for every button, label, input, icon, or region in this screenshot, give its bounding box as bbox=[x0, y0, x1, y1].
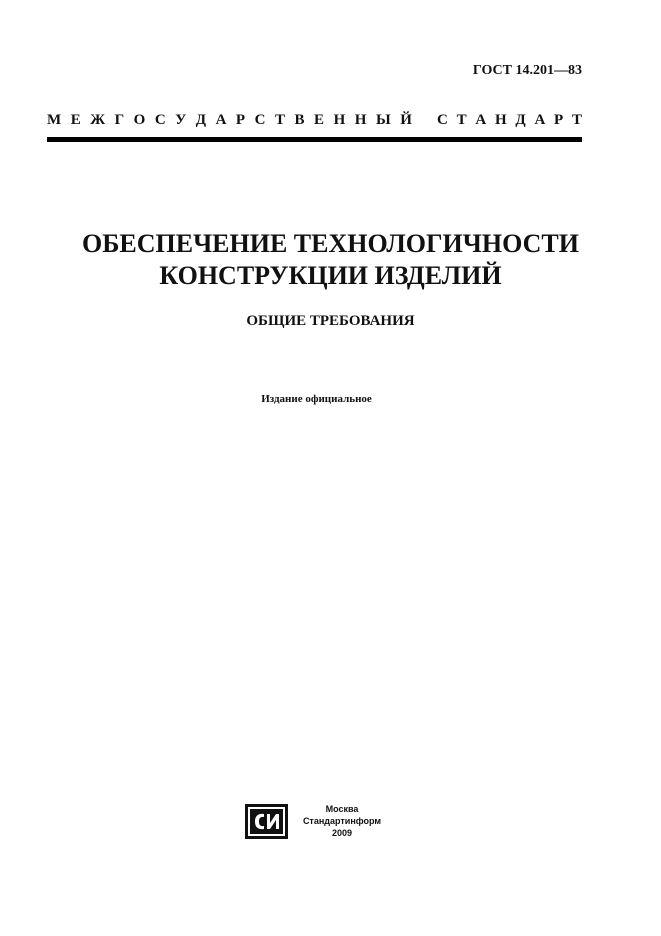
title-line-2: КОНСТРУКЦИИ ИЗДЕЛИЙ bbox=[159, 261, 502, 290]
header-letter: О bbox=[133, 112, 146, 128]
header-letter: Н bbox=[354, 112, 367, 128]
standartinform-logo-icon bbox=[245, 804, 288, 839]
header-letter: Е bbox=[70, 112, 81, 128]
header-letter: Н bbox=[333, 112, 346, 128]
document-subtitle: ОБЩИЕ ТРЕБОВАНИЯ bbox=[246, 313, 415, 329]
publisher-city: Москва bbox=[325, 804, 359, 814]
publisher-name: Стандартинформ bbox=[302, 816, 382, 826]
header-letter: С bbox=[154, 112, 166, 128]
header-letter: Г bbox=[114, 112, 125, 128]
header-letter: Ж bbox=[90, 112, 106, 128]
standard-type-header bbox=[47, 112, 582, 129]
header-letter: Н bbox=[494, 112, 507, 128]
header-letter: У bbox=[175, 112, 187, 128]
publisher-block bbox=[245, 802, 405, 842]
publisher-imprint bbox=[292, 803, 392, 839]
header-letter: Т bbox=[456, 112, 467, 128]
document-code: ГОСТ 14.201—83 bbox=[472, 63, 582, 78]
document-title bbox=[0, 228, 661, 292]
header-letter: Т bbox=[274, 112, 285, 128]
header-letter: Р bbox=[554, 112, 564, 128]
header-letter: М bbox=[47, 112, 62, 128]
header-word-standard bbox=[437, 112, 582, 129]
header-word-interstate bbox=[47, 112, 412, 129]
title-line-1: ОБЕСПЕЧЕНИЕ ТЕХНОЛОГИЧНОСТИ bbox=[82, 229, 579, 258]
header-letter: С bbox=[437, 112, 448, 128]
header-letter: Е bbox=[314, 112, 325, 128]
header-letter: Й bbox=[400, 112, 412, 128]
header-letter: В bbox=[294, 112, 305, 128]
header-letter: Р bbox=[235, 112, 246, 128]
header-letter: А bbox=[475, 112, 487, 128]
header-letter: С bbox=[254, 112, 266, 128]
header-letter: А bbox=[215, 112, 227, 128]
edition-note: Издание официальное bbox=[261, 393, 372, 405]
header-letter: Д bbox=[515, 112, 526, 128]
publisher-year: 2009 bbox=[331, 828, 353, 838]
header-rule bbox=[47, 137, 582, 142]
header-letter: Ы bbox=[375, 112, 391, 128]
header-letter: Д bbox=[195, 112, 207, 128]
header-letter: А bbox=[534, 112, 546, 128]
header-letter: Т bbox=[571, 112, 582, 128]
